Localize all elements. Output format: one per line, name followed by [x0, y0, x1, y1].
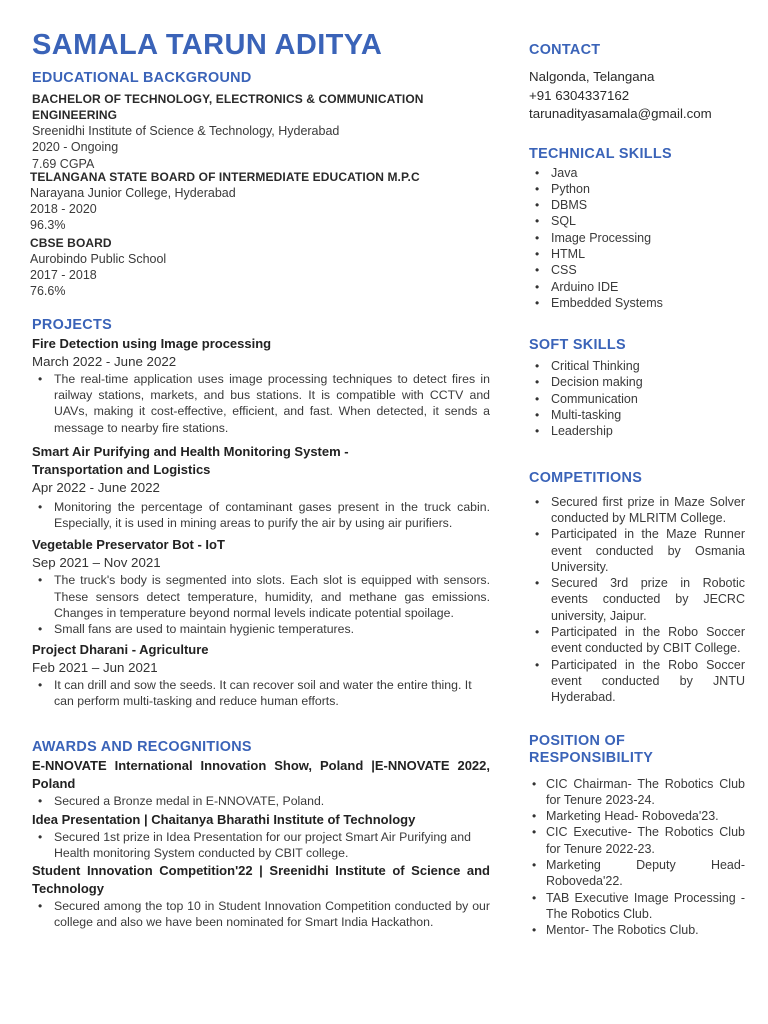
award-bullet: • Secured a Bronze medal in E-NNOVATE, Poland.	[32, 793, 490, 809]
education-score: 7.69 CGPA	[32, 156, 95, 171]
contact-phone[interactable]: +91 6304337162	[529, 87, 630, 103]
contact-email[interactable]: tarunadityasamala@gmail.com	[529, 106, 712, 121]
responsibility-heading: POSITION OF RESPONSIBILITY	[529, 732, 654, 766]
soft-skills-list	[529, 358, 745, 439]
competition-item: • Participated in the Robo Soccer event conducted by JNTU Hyderabad.	[529, 657, 745, 706]
education-period: 2018 - 2020	[30, 202, 97, 217]
project-bullets	[32, 371, 490, 436]
competitions-heading: COMPETITIONS	[529, 469, 643, 486]
project-period: March 2022 - June 2022	[32, 353, 177, 369]
soft-skill-item: • Critical Thinking	[529, 358, 745, 374]
responsibility-item: • Marketing Head- Roboveda'23.	[529, 808, 745, 824]
contact-heading: CONTACT	[529, 42, 601, 58]
award-bullets	[32, 793, 490, 809]
award-title: E-NNOVATE International Innovation Show, Poland |E-NNOVATE 2022, Poland	[32, 758, 490, 792]
project-bullets	[32, 572, 490, 637]
project-bullets	[32, 677, 490, 710]
education-heading: EDUCATIONAL BACKGROUND	[32, 70, 252, 86]
project-title: Fire Detection using Image processing	[32, 335, 272, 351]
award-bullet: • Secured 1st prize in Idea Presentation for our project Smart Air Purifying and Health monitoring System conducted by CBIT college.	[32, 829, 490, 862]
project-bullets	[32, 499, 490, 532]
competition-item: • Participated in the Robo Soccer event conducted by CBIT College.	[529, 624, 745, 657]
skill-item: • CSS	[529, 262, 745, 278]
technical-skills-list	[529, 165, 745, 312]
soft-skills-heading: SOFT SKILLS	[529, 337, 626, 354]
education-institution: Sreenidhi Institute of Science & Technology, Hyderabad	[32, 124, 340, 138]
project-bullet: • Small fans are used to maintain hygienic temperatures.	[32, 621, 490, 637]
competition-item: • Secured 3rd prize in Robotic events conducted by JECRC university, Jaipur.	[529, 575, 745, 624]
project-bullet: • The truck's body is segmented into slots. Each slot is equipped with sensors. These sensors detect temperature, humidity, and methane gas emissions. Changes in temperature beyond normal levels indicate potential spoilage.	[32, 572, 490, 621]
project-title: Smart Air Purifying and Health Monitoring System - Transportation and Logistics	[32, 443, 349, 477]
skill-item: • Image Processing	[529, 230, 745, 246]
education-entry	[30, 91, 490, 172]
awards-heading: AWARDS AND RECOGNITIONS	[32, 739, 252, 756]
competitions-list	[529, 494, 745, 706]
project-bullet: • Monitoring the percentage of contaminant gases present in the truck cabin. Especially, it is used in mining areas to purify the air by using air purifiers.	[32, 499, 490, 532]
education-period: 2017 - 2018	[30, 268, 97, 283]
right-column	[529, 42, 745, 938]
project-item	[30, 335, 490, 436]
project-item	[30, 443, 490, 532]
skill-item: • Arduino IDE	[529, 279, 745, 295]
award-bullets	[32, 829, 490, 862]
education-degree: CBSE BOARD	[30, 235, 112, 250]
education-score: 76.6%	[30, 284, 66, 299]
soft-skill-item: • Communication	[529, 391, 745, 407]
skill-item: • Java	[529, 165, 745, 181]
projects-heading: PROJECTS	[32, 316, 112, 333]
responsibility-item: • CIC Executive- The Robotics Club for Tenure 2022-23.	[529, 824, 745, 857]
competition-item: • Secured first prize in Maze Solver conducted by MLRITM College.	[529, 494, 745, 527]
education-institution: Narayana Junior College, Hyderabad	[30, 185, 236, 200]
award-item	[30, 757, 490, 809]
responsibility-item: • Mentor- The Robotics Club.	[529, 922, 745, 938]
soft-skill-item: • Decision making	[529, 374, 745, 390]
competition-item: • Participated in the Maze Runner event conducted by Osmania University.	[529, 526, 745, 575]
project-item	[30, 536, 490, 637]
award-item	[30, 811, 490, 862]
skill-item: • Python	[529, 181, 745, 197]
education-score: 96.3%	[30, 218, 66, 233]
award-title: Student Innovation Competition'22 | Sreenidhi Institute of Science and Technology	[32, 863, 490, 897]
skill-item: • Embedded Systems	[529, 295, 745, 311]
responsibility-item: • Marketing Deputy Head- Roboveda'22.	[529, 857, 745, 890]
project-title: Project Dharani - Agriculture	[32, 641, 209, 657]
award-bullet: • Secured among the top 10 in Student Innovation Competition conducted by our college and also we have been nominated for Smart India Hackathon.	[32, 898, 490, 931]
skill-item: • HTML	[529, 246, 745, 262]
responsibility-item: • TAB Executive Image Processing - The Robotics Club.	[529, 890, 745, 923]
candidate-name: SAMALA TARUN ADITYA	[32, 29, 383, 61]
project-title: Vegetable Preservator Bot - IoT	[32, 537, 225, 553]
soft-skill-item: • Leadership	[529, 423, 745, 439]
education-institution: Aurobindo Public School	[30, 251, 167, 266]
education-period: 2020 - Ongoing	[32, 140, 119, 155]
soft-skill-item: • Multi-tasking	[529, 407, 745, 423]
technical-skills-heading: TECHNICAL SKILLS	[529, 145, 672, 162]
award-bullets	[32, 898, 490, 931]
skill-item: • DBMS	[529, 197, 745, 213]
award-item	[30, 862, 490, 931]
responsibility-item: • CIC Chairman- The Robotics Club for Tenure 2023-24.	[529, 776, 745, 809]
education-entry	[30, 169, 490, 234]
contact-location: Nalgonda, Telangana	[529, 69, 655, 84]
project-bullet: • It can drill and sow the seeds. It can recover soil and water the entire thing. It can perform multi-tasking and reduce human efforts.	[32, 677, 490, 710]
project-period: Sep 2021 – Nov 2021	[32, 555, 161, 571]
education-entry	[30, 235, 490, 300]
project-bullet: • The real-time application uses image processing techniques to detect fires in railway stations, markets, and bus stations. It is compatible with CCTV and UAVs, making it cost-effective, efficient, and fast. When detected, it sends a message to nearby fire stations.	[32, 371, 490, 436]
project-period: Apr 2022 - June 2022	[32, 479, 160, 495]
project-period: Feb 2021 – Jun 2021	[32, 659, 158, 675]
education-degree: TELANGANA STATE BOARD OF INTERMEDIATE EDUCATION M.P.C	[30, 169, 420, 184]
education-degree: BACHELOR OF TECHNOLOGY, ELECTRONICS & COMMUNICATION ENGINEERING	[32, 92, 424, 122]
award-title: Idea Presentation | Chaitanya Bharathi Institute of Technology	[32, 811, 416, 827]
project-item	[30, 641, 490, 710]
left-column	[30, 26, 490, 931]
responsibility-list	[529, 776, 745, 939]
skill-item: • SQL	[529, 213, 745, 229]
contact-block	[529, 68, 745, 124]
